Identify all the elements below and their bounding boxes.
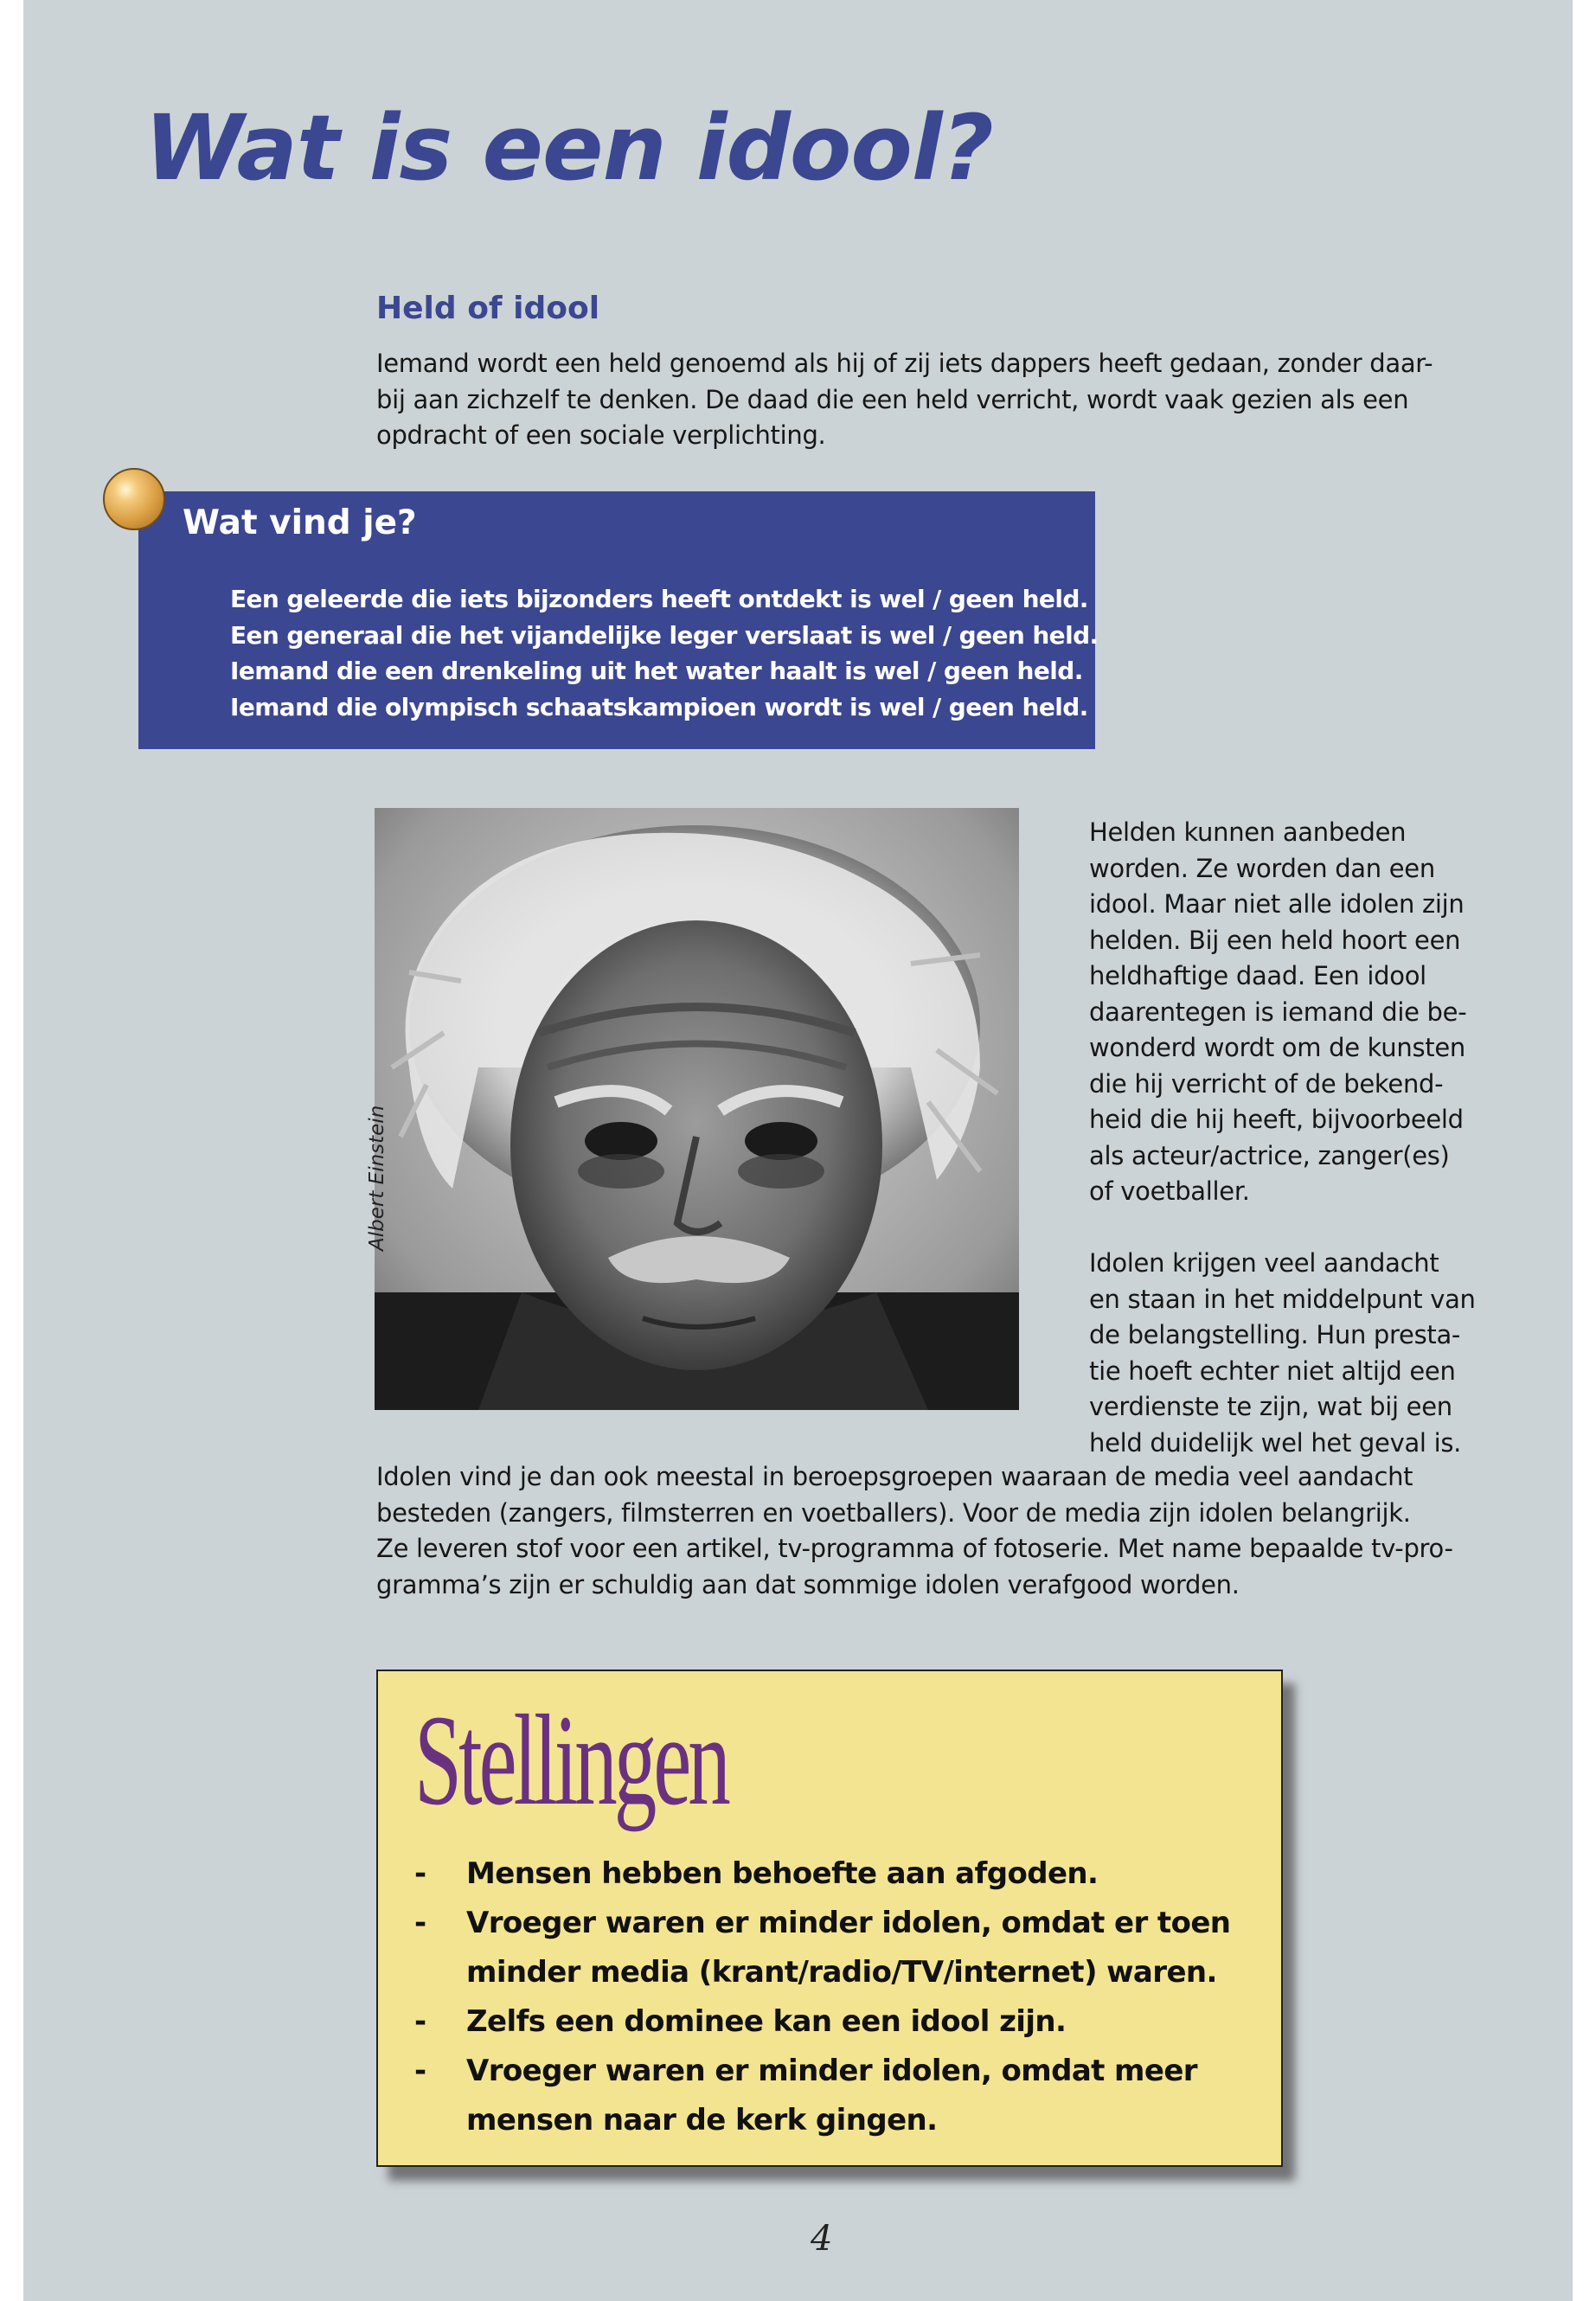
statement-item bbox=[414, 1849, 1230, 1899]
text-line: Helden kunnen aanbeden bbox=[1089, 817, 1407, 847]
paragraph-gap bbox=[1089, 1210, 1504, 1247]
intro-line: Iemand wordt een held genoemd als hij of zij iets dappers heeft gedaan, zonder daar- bbox=[376, 349, 1433, 378]
portrait-illustration bbox=[375, 808, 1019, 1410]
text-line: die hij verricht of de bekend- bbox=[1089, 1068, 1444, 1099]
text-line: heid die hij heeft, bijvoorbeeld bbox=[1089, 1105, 1464, 1134]
text-line: helden. Bij een held hoort een bbox=[1089, 925, 1461, 955]
text-line: gramma’s zijn er schuldig aan dat sommige idolen verafgood worden. bbox=[376, 1569, 1240, 1599]
dash-bullet: - bbox=[414, 1856, 426, 1891]
dash-bullet: - bbox=[414, 2054, 426, 2088]
dash-bullet: - bbox=[414, 2004, 426, 2039]
text-line: als acteur/actrice, zanger(es) bbox=[1089, 1140, 1450, 1170]
text-line: Idolen krijgen veel aandacht bbox=[1089, 1248, 1439, 1278]
question-item: Een geleerde die iets bijzonders heeft ontdekt is wel / geen held. bbox=[230, 585, 1088, 613]
text-line: en staan in het middelpunt van bbox=[1089, 1284, 1476, 1314]
text-line: worden. Ze worden dan een bbox=[1089, 853, 1435, 883]
text-line: held duidelijk wel het geval is. bbox=[1089, 1427, 1462, 1458]
text-line: besteden (zangers, filmsterren en voetballers). Voor de media zijn idolen belangrijk. bbox=[376, 1497, 1411, 1528]
text-line: verdienste te zijn, wat bij een bbox=[1089, 1392, 1452, 1421]
statement-text: Vroeger waren er minder idolen, omdat er toen bbox=[466, 1906, 1231, 1940]
page-title: Wat is een idool? bbox=[144, 95, 993, 201]
statements-box bbox=[376, 1670, 1283, 2167]
statement-item bbox=[414, 1899, 1230, 1997]
question-item: Een generaal die het vijandelijke leger verslaat is wel / geen held. bbox=[230, 620, 1099, 650]
section-heading: Held of idool bbox=[376, 291, 600, 326]
photo-caption: Albert Einstein bbox=[366, 1105, 388, 1251]
text-line: of voetballer. bbox=[1089, 1176, 1250, 1206]
text-line: wonderd wordt om de kunsten bbox=[1089, 1033, 1465, 1062]
right-column-text bbox=[1089, 815, 1504, 1461]
text-line: de belangstelling. Hun presta- bbox=[1089, 1320, 1461, 1349]
text-line: idool. Maar niet alle idolen zijn bbox=[1089, 889, 1465, 919]
statement-text: Vroeger waren er minder idolen, omdat meer bbox=[466, 2054, 1197, 2088]
bullet-ball-icon bbox=[103, 468, 165, 530]
continued-paragraph bbox=[376, 1459, 1501, 1603]
statements-heading: Stellingen bbox=[414, 1689, 727, 1832]
intro-paragraph bbox=[376, 346, 1492, 454]
statement-continuation: minder media (krant/radio/TV/internet) waren. bbox=[466, 1955, 1217, 1990]
text-line: Idolen vind je dan ook meestal in beroepsgroepen waaraan de media veel aandacht bbox=[376, 1462, 1413, 1491]
statement-continuation: mensen naar de kerk gingen. bbox=[466, 2103, 938, 2138]
question-list bbox=[230, 581, 1099, 725]
statements-list bbox=[414, 1849, 1230, 2145]
dash-bullet: - bbox=[414, 1906, 426, 1940]
intro-line: bij aan zichzelf te denken. De daad die een held verricht, wordt vaak gezien als een bbox=[376, 384, 1409, 414]
question-item: Iemand die olympisch schaatskampioen wordt is wel / geen held. bbox=[230, 692, 1088, 721]
text-line: Ze leveren stof voor een artikel, tv-programma of fotoserie. Met name bepaalde tv-pro- bbox=[376, 1534, 1453, 1563]
statement-text: Mensen hebben behoefte aan afgoden. bbox=[466, 1856, 1099, 1891]
question-item: Iemand die een drenkeling uit het water haalt is wel / geen held. bbox=[230, 657, 1083, 685]
text-line: daarentegen is iemand die be- bbox=[1089, 997, 1467, 1027]
statement-item bbox=[414, 1997, 1230, 2047]
page bbox=[23, 0, 1573, 2301]
text-line: heldhaftige daad. Een idool bbox=[1089, 961, 1426, 990]
statement-text: Zelfs een dominee kan een idool zijn. bbox=[466, 2004, 1067, 2039]
intro-line: opdracht of een sociale verplichting. bbox=[376, 420, 826, 450]
einstein-photo bbox=[375, 808, 1019, 1410]
question-box bbox=[138, 491, 1099, 749]
text-line: tie hoeft echter niet altijd een bbox=[1089, 1356, 1456, 1386]
page-number: 4 bbox=[811, 2219, 833, 2259]
question-box-heading: Wat vind je? bbox=[183, 503, 417, 542]
statement-item bbox=[414, 2047, 1230, 2145]
